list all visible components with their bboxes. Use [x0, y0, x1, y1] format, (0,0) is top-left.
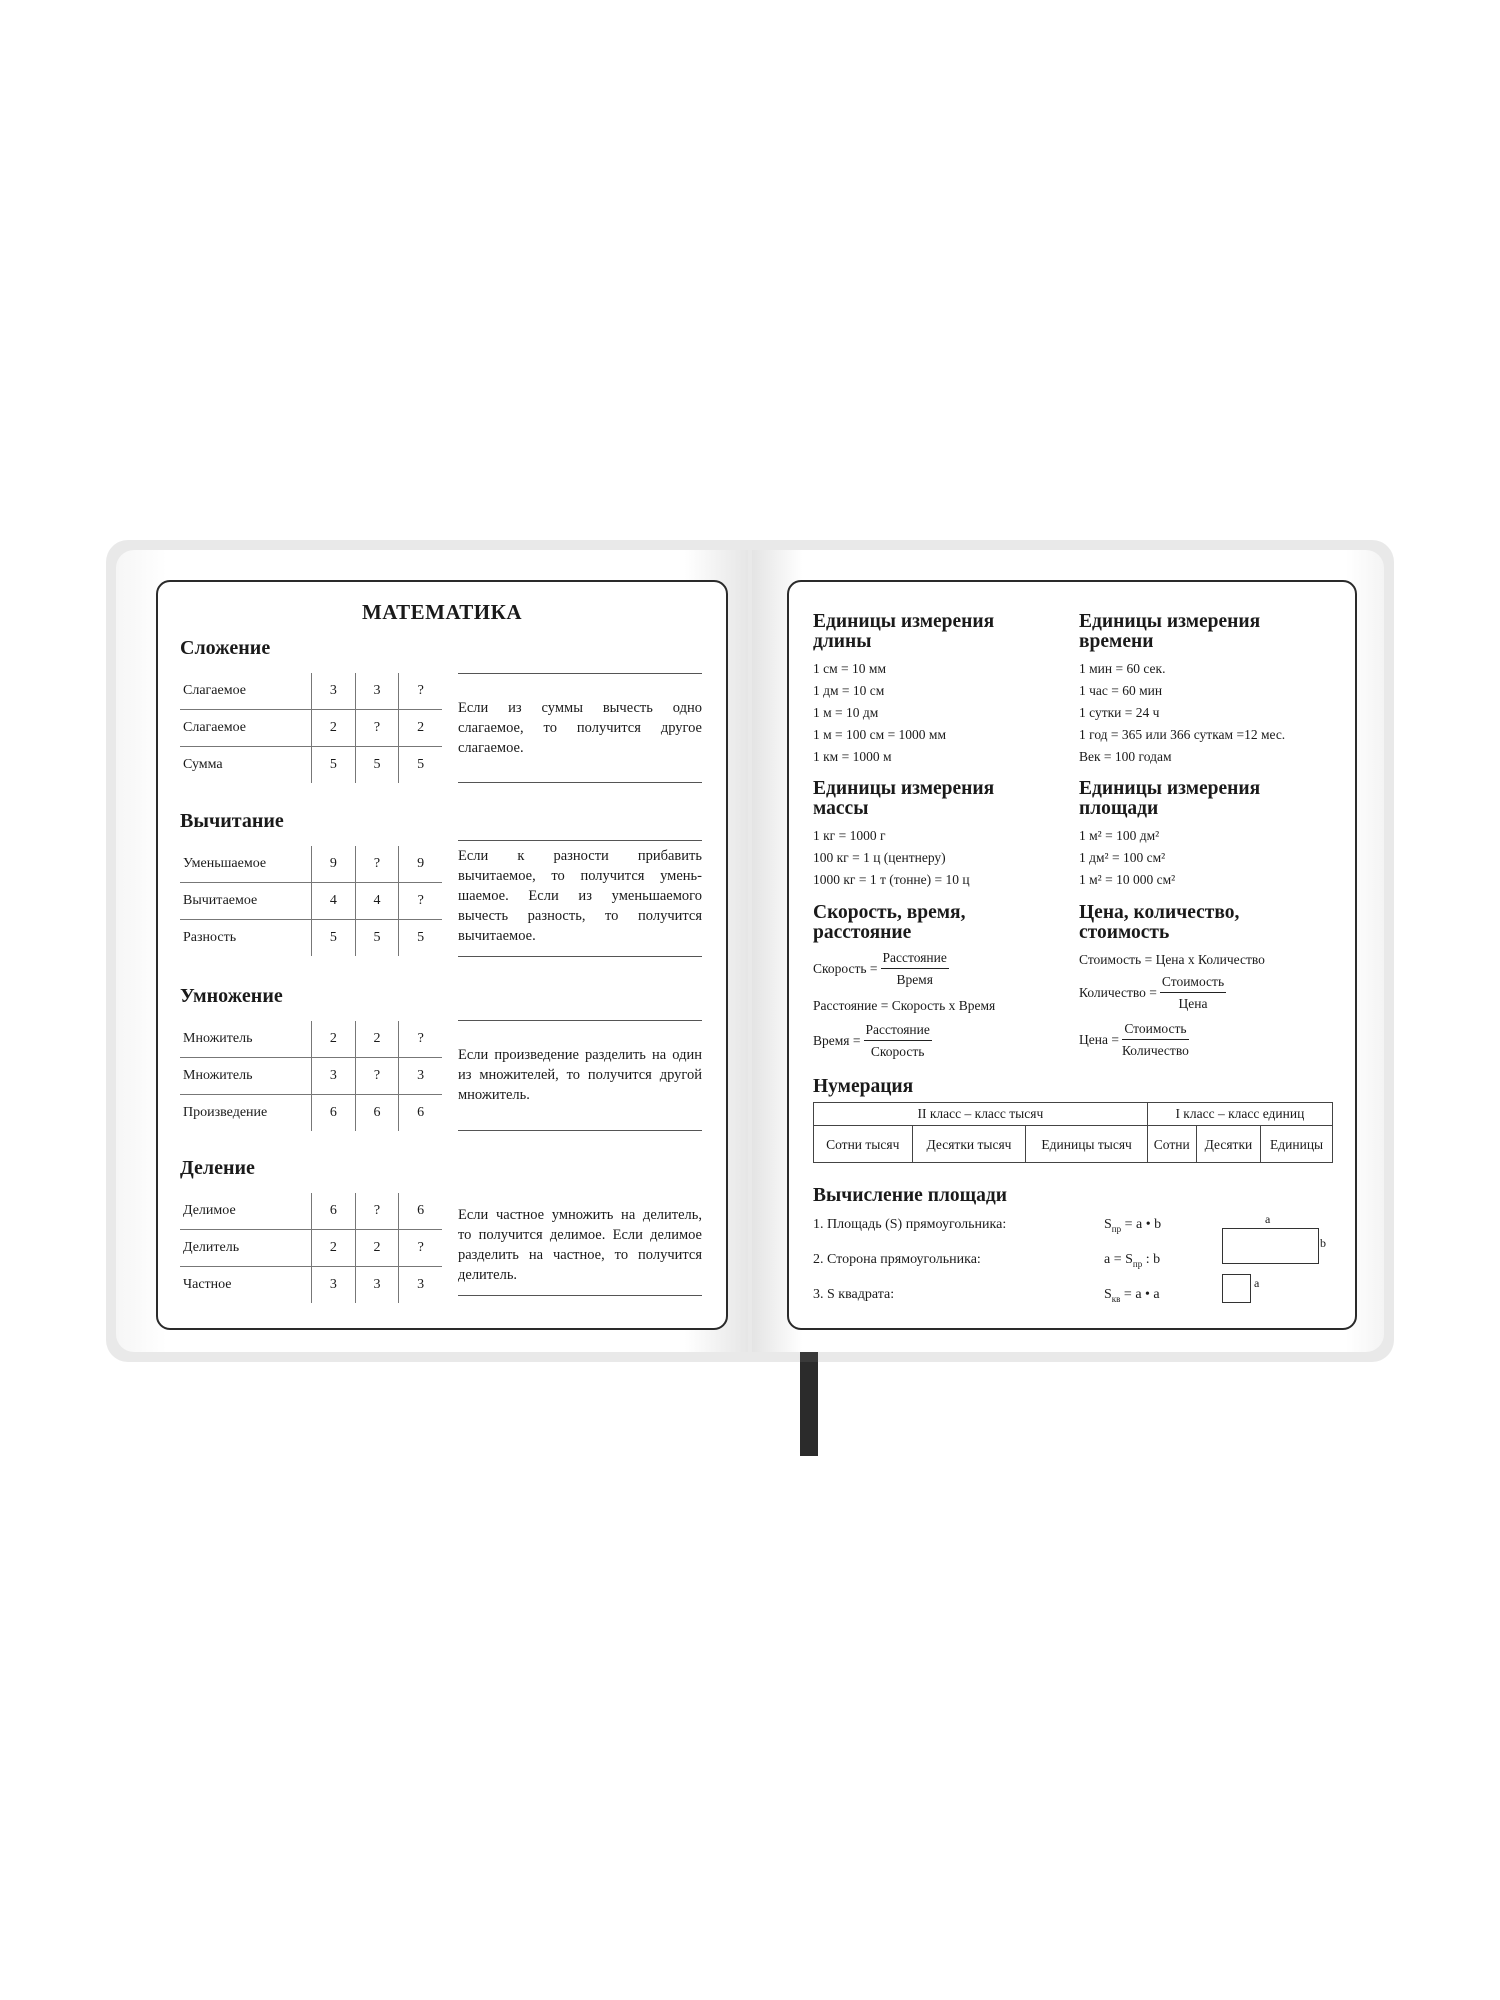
subtraction-table — [180, 846, 442, 956]
area-units-heading: Единицы измерения площади — [1079, 778, 1261, 819]
time-line: Век = 100 годам — [1079, 749, 1172, 764]
numerator: Стоимость — [1122, 1021, 1188, 1040]
addition-table — [180, 673, 442, 783]
numeration-heading: Нумерация — [813, 1076, 914, 1097]
divider — [458, 782, 702, 783]
denominator: Цена — [1178, 996, 1208, 1011]
page-title: МАТЕМАТИКА — [361, 600, 523, 624]
multiplication-table — [180, 1021, 442, 1131]
cell: ? — [399, 883, 442, 920]
cell: 2 — [355, 1021, 399, 1058]
denominator: Время — [896, 972, 933, 987]
divider — [458, 1295, 702, 1296]
divider — [458, 956, 702, 957]
division-table — [180, 1193, 442, 1303]
divider — [458, 1130, 702, 1131]
cell: Единицы тысяч — [1026, 1126, 1147, 1163]
cell: 6 — [399, 1193, 442, 1230]
cell: 4 — [312, 883, 356, 920]
length-line: 1 м = 100 см = 1000 мм — [813, 727, 947, 742]
time-line: 1 сутки = 24 ч — [1079, 705, 1160, 720]
formula-lhs: Цена = — [1079, 1032, 1119, 1047]
formula-lhs: Количество = — [1079, 985, 1157, 1000]
time-formula — [813, 1022, 932, 1060]
table-row — [814, 1103, 1333, 1126]
class-units-cell: I класс – класс единиц — [1147, 1103, 1332, 1126]
table-row — [180, 673, 442, 710]
row-label: Уменьшаемое — [180, 846, 312, 883]
length-units-heading: Единицы измерения длины — [813, 611, 995, 652]
cell: 5 — [399, 747, 442, 784]
cell: 9 — [399, 846, 442, 883]
cell: 2 — [399, 710, 442, 747]
table-row — [180, 846, 442, 883]
cell: 2 — [355, 1230, 399, 1267]
square-diagram — [1222, 1274, 1251, 1303]
cost-formula: Стоимость = Цена х Количество — [1079, 952, 1265, 967]
length-line: 1 см = 10 мм — [813, 661, 886, 676]
table-row — [180, 710, 442, 747]
mass-line: 1 кг = 1000 г — [813, 828, 886, 843]
mass-line: 100 кг = 1 ц (центнеру) — [813, 850, 946, 865]
row-label: Множитель — [180, 1058, 312, 1095]
side-b-label: b — [1320, 1236, 1326, 1250]
speed-formula — [813, 950, 949, 988]
numerator: Расстояние — [864, 1022, 932, 1041]
cell: ? — [399, 673, 442, 710]
area-unit-line: 1 м² = 100 дм² — [1079, 828, 1160, 843]
divider — [458, 1020, 702, 1021]
cell: ? — [355, 1058, 399, 1095]
length-line: 1 км = 1000 м — [813, 749, 892, 764]
table-row — [180, 920, 442, 957]
table-row — [180, 1058, 442, 1095]
cell: 6 — [312, 1095, 356, 1132]
cell: 3 — [399, 1267, 442, 1304]
divider — [458, 673, 702, 674]
area-formula-3: $S_{кв} = a$ • a — [1104, 1287, 1160, 1304]
area-formula-2: $a = S_{пр}$ : b — [1104, 1252, 1161, 1269]
time-units-heading: Единицы измерения времени — [1079, 611, 1261, 652]
table-row — [814, 1126, 1333, 1163]
cell: 3 — [355, 673, 399, 710]
cell: 2 — [312, 710, 356, 747]
cell: ? — [355, 710, 399, 747]
table-row — [180, 1267, 442, 1304]
numerator: Стоимость — [1160, 974, 1226, 993]
cell: Единицы — [1261, 1126, 1333, 1163]
class-thousands-cell: II класс – класс тысяч — [814, 1103, 1148, 1126]
division-rule-text: Если частное умножить на делитель, то получится делимое. Если делимое разделить на частное, то получится делитель. — [458, 1207, 702, 1283]
cell: 2 — [312, 1021, 356, 1058]
division-heading: Деление — [180, 1157, 255, 1179]
row-label: Слагаемое — [180, 710, 312, 747]
row-label: Делимое — [180, 1193, 312, 1230]
cell: ? — [399, 1230, 442, 1267]
time-line: 1 мин = 60 сек. — [1079, 661, 1166, 676]
subtraction-rule-text: Если к разности прибавить вычитаемое, то получится уменьшаемое. Если из уменьшаемого вычесть разность, то получится вычитаемое. — [458, 848, 702, 944]
cell: Десятки — [1196, 1126, 1260, 1163]
mass-line: 1000 кг = 1 т (тонне) = 10 ц — [813, 872, 970, 887]
table-row — [180, 1230, 442, 1267]
cell: ? — [355, 1193, 399, 1230]
fraction — [1122, 1021, 1189, 1059]
cell: 3 — [312, 1267, 356, 1304]
cell: 5 — [355, 920, 399, 957]
cell: 2 — [312, 1230, 356, 1267]
row-label: Множитель — [180, 1021, 312, 1058]
table-row — [180, 1095, 442, 1132]
cell: 5 — [399, 920, 442, 957]
speed-heading: Скорость, время, расстояние — [813, 902, 966, 943]
square-side-label: a — [1254, 1276, 1260, 1290]
area-formula-1: $S_{пр} = a$ • b — [1104, 1217, 1162, 1234]
row-label: Делитель — [180, 1230, 312, 1267]
numeration-table — [813, 1102, 1333, 1163]
area-item-3: 3. S квадрата: — [813, 1287, 895, 1302]
cell: 4 — [355, 883, 399, 920]
time-line: 1 год = 365 или 366 суткам =12 мес. — [1079, 727, 1286, 742]
addition-heading: Сложение — [180, 637, 271, 659]
row-label: Разность — [183, 930, 237, 945]
price-heading: Цена, количество, стоимость — [1079, 902, 1240, 943]
multiplication-heading: Умножение — [180, 985, 283, 1007]
cell: 3 — [312, 1058, 356, 1095]
area-item-2: 2. Сторона прямоугольника: — [813, 1252, 981, 1267]
table-row — [180, 1193, 442, 1230]
row-label: Слагаемое — [180, 673, 312, 710]
row-label: Частное — [183, 1277, 232, 1292]
denominator: Скорость — [870, 1044, 925, 1059]
formula-lhs: Время = — [813, 1033, 861, 1048]
fraction — [1160, 974, 1226, 1012]
table-row — [180, 1021, 442, 1058]
addition-rule-text: Если из суммы вычесть одно слагаемое, то получится другое слагаемое. — [458, 700, 702, 756]
price-formula — [1079, 1021, 1189, 1059]
row-label: Произведение — [183, 1105, 268, 1120]
table-row — [180, 883, 442, 920]
cell: 6 — [312, 1193, 356, 1230]
cell: Сотни тысяч — [814, 1126, 913, 1163]
cell: 3 — [312, 673, 356, 710]
length-line: 1 дм = 10 см — [813, 683, 885, 698]
denominator: Количество — [1121, 1043, 1189, 1058]
cell: 5 — [355, 747, 399, 784]
cell: ? — [399, 1021, 442, 1058]
area-unit-line: 1 м² = 10 000 см² — [1079, 872, 1176, 887]
subtraction-heading: Вычитание — [180, 810, 284, 832]
cell: 5 — [312, 747, 356, 784]
quantity-formula — [1079, 974, 1226, 1012]
fraction — [881, 950, 949, 988]
mass-units-heading: Единицы измерения массы — [813, 778, 995, 819]
cell: 3 — [355, 1267, 399, 1304]
area-item-1: 1. Площадь (S) прямоугольника: — [813, 1217, 1007, 1232]
row-label: Сумма — [183, 757, 223, 772]
cell: 5 — [312, 920, 356, 957]
time-line: 1 час = 60 мин — [1079, 683, 1163, 698]
side-a-label: a — [1265, 1212, 1271, 1226]
numerator: Расстояние — [881, 950, 949, 969]
rectangle-diagram — [1222, 1228, 1319, 1264]
area-unit-line: 1 дм² = 100 см² — [1079, 850, 1166, 865]
bookmark-ribbon — [800, 1362, 818, 1456]
table-row — [180, 747, 442, 784]
distance-formula: Расстояние = Скорость х Время — [813, 998, 996, 1013]
cell: Сотни — [1147, 1126, 1196, 1163]
cell: ? — [355, 846, 399, 883]
row-label: Вычитаемое — [180, 883, 312, 920]
divider — [458, 840, 702, 841]
area-calc-heading: Вычисление площади — [813, 1185, 1007, 1206]
cell: 6 — [355, 1095, 399, 1132]
cell: 9 — [312, 846, 356, 883]
multiplication-rule-text: Если произведение разделить на один из множителей, то получится другой множитель. — [458, 1047, 702, 1103]
cell: Десятки тысяч — [912, 1126, 1026, 1163]
fraction — [864, 1022, 932, 1060]
formula-lhs: Скорость = — [813, 961, 878, 976]
cell: 6 — [399, 1095, 442, 1132]
cell: 3 — [399, 1058, 442, 1095]
length-line: 1 м = 10 дм — [813, 705, 879, 720]
